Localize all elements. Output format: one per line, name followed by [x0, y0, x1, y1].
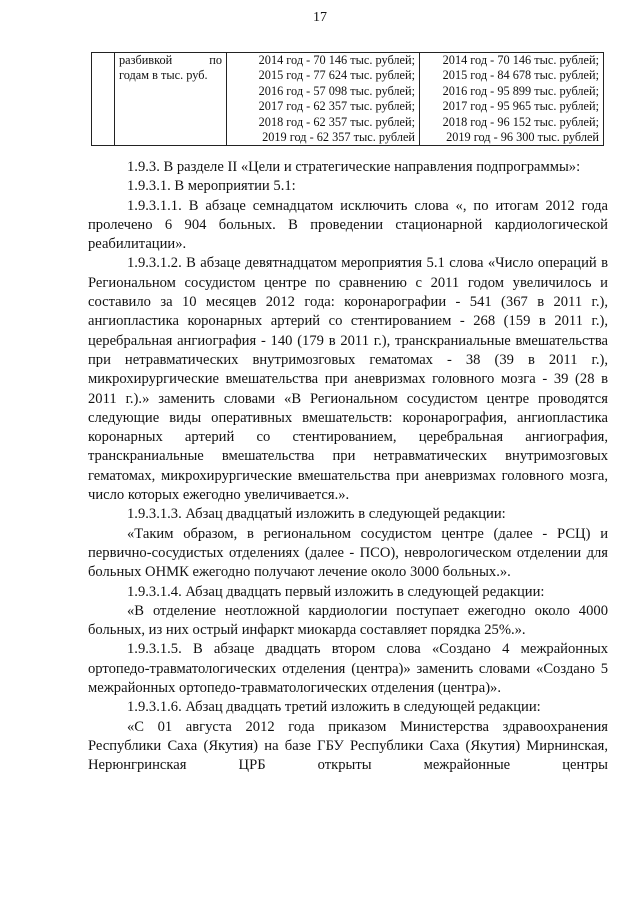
old-values-cell [227, 53, 420, 146]
paragraph: 1.9.3.1.3. Абзац двадцатый изложить в следующей редакции: [127, 506, 506, 523]
page-number: 17 [313, 10, 327, 25]
new-year-value: 2015 год - 84 678 тыс. рублей; [442, 68, 599, 83]
paragraph: 1.9.3.1.2. В абзаце девятнадцатом мероприятия 5.1 слова «Число операций в Региональном сосудистом центре по сравнению с 2011 годом увеличилось и составило за 10 месяцев 2012 года: коронарографии - 541 (367 в 2011 г.), ангиопластика коронарных артерий со стентированием - 268 (159 в 2011 г.), церебральная ангиография - 140 (179 в 2011 г.), транскраниальные вмешательства при нетравматических внутримозговых гематомах - 38 (39 в 2011 г.), микрохирургические вмешательства при аневризмах головного мозга - 39 (28 в 2011 г.).» заменить словами «В Региональном сосудистом центре проводятся следующие виды оперативных вмешательств: коронарография, ангиопластика коронарных артерий со стентированием, церебральная ангиография, транскраниальные вмешательства при нетравматических внутримозговых гематомах, микрохирургические вмешательства при аневризмах головного мозга, число которых ежегодно увеличивается.». [88, 255, 608, 504]
new-year-value: 2014 год - 70 146 тыс. рублей; [442, 53, 599, 67]
new-values-cell [420, 53, 604, 146]
funding-label-line: разбивкой по [119, 53, 222, 67]
paragraph: «Таким образом, в региональном сосудистом центре (далее - РСЦ) и первично-сосудистых отделениях (далее - ПСО), неврологическом отделении для больных ОНМК ежегодно получают лечение около 3000 больных.». [88, 525, 608, 581]
old-year-value: 2018 год - 62 357 тыс. рублей; [258, 114, 415, 129]
table-row [92, 53, 604, 146]
old-year-value: 2016 год - 57 098 тыс. рублей; [258, 83, 415, 98]
funding-label-line: годам в тыс. руб. [119, 68, 208, 83]
new-year-value: 2016 год - 95 899 тыс. рублей; [442, 83, 599, 98]
old-year-value: 2017 год - 62 357 тыс. рублей; [258, 99, 415, 114]
paragraph: 1.9.3.1.1. В абзаце семнадцатом исключить слова «, по итогам 2012 года пролечено 6 904 больных. В проведении стационарной кардиологической реабилитации». [88, 197, 608, 253]
section-heading-paragraph: 1.9.3. В разделе II «Цели и стратегические направления подпрограммы»: [127, 159, 581, 175]
old-year-value: 2015 год - 77 624 тыс. рублей; [258, 68, 415, 83]
new-year-value: 2019 год - 96 300 тыс. рублей [446, 130, 599, 145]
new-year-value: 2018 год - 96 152 тыс. рублей; [442, 114, 599, 129]
table-cell-empty [92, 53, 115, 146]
budget-table [91, 52, 604, 146]
old-year-value: 2014 год - 70 146 тыс. рублей; [258, 53, 415, 67]
paragraph: 1.9.3.1.6. Абзац двадцать третий изложить в следующей редакции: [127, 699, 541, 716]
funding-label-cell [115, 53, 227, 146]
paragraph: «В отделение неотложной кардиологии поступает ежегодно около 4000 больных, из них острый инфаркт миокарда составляет порядка 25%.». [88, 602, 608, 639]
new-year-value: 2017 год - 95 965 тыс. рублей; [442, 99, 599, 114]
paragraph: 1.9.3.1.4. Абзац двадцать первый изложить в следующей редакции: [127, 583, 545, 600]
paragraph: 1.9.3.1. В мероприятии 5.1: [127, 178, 296, 195]
paragraph: «С 01 августа 2012 года приказом Министерства здравоохранения Республики Саха (Якутия) на базе ГБУ Республики Саха (Якутия) Мирнинская, Нерюнгринская ЦРБ открыты межрайонные центры [88, 718, 608, 774]
paragraph: 1.9.3.1.5. В абзаце двадцать втором слова «Создано 4 межрайонных ортопедо-травматологических отделения (центра)» заменить словами «Создано 5 межрайонных ортопедо-травматологических отделения (центра)». [88, 641, 608, 697]
old-year-value: 2019 год - 62 357 тыс. рублей [262, 130, 415, 145]
document-body [88, 158, 608, 776]
